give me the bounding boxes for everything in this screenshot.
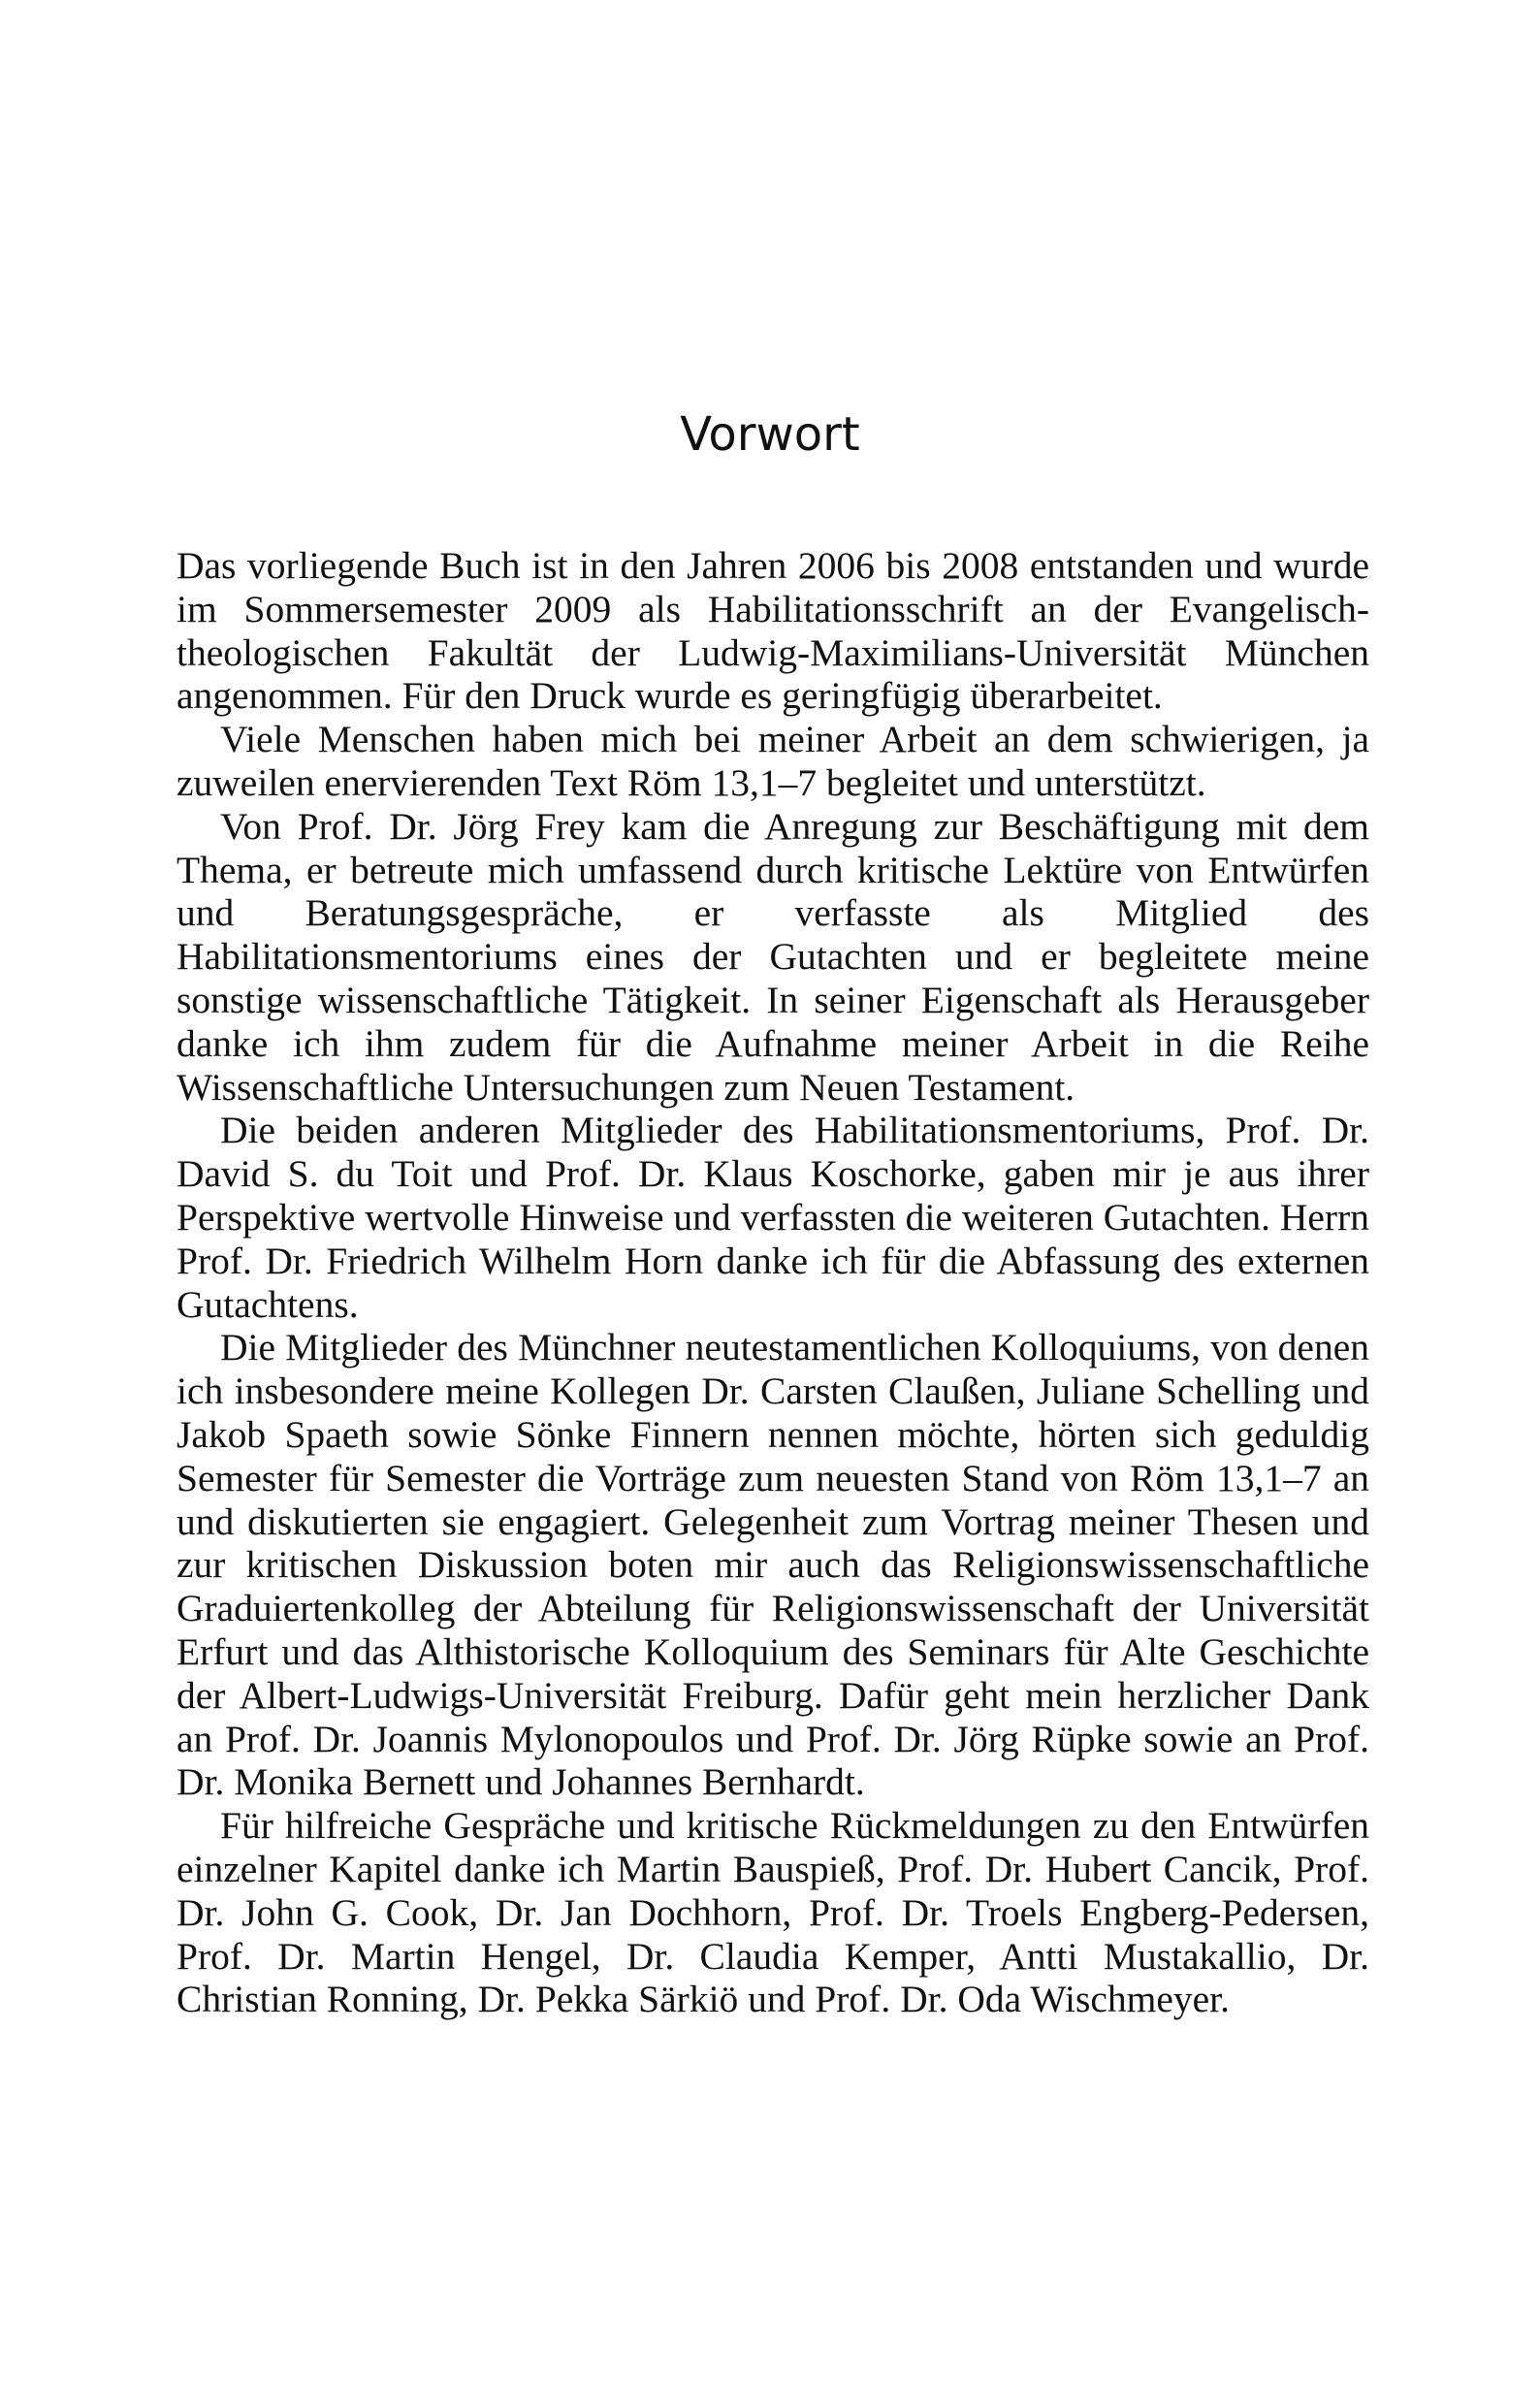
page-title: Vorwort [680,407,860,462]
paragraph-general-thanks: Viele Menschen haben mich bei meiner Arbeit an dem schwierigen, ja zuweilen enervierenden Text Röm 13,1–7 begleitet und unterstützt. [176,718,1369,804]
paragraph-thanks-colloquium: Die Mitglieder des Münchner neutestamentlichen Kolloquiums, von denen ich insbesondere meine Kollegen Dr. Carsten Claußen, Juliane Schelling und Jakob Spaeth sowie Sönke Finnern nennen möchte, hörten sich geduldig Semester für Semester die Vorträge zum neuesten Stand von Röm 13,1–7 an und diskutierten sie engagiert. Gelegenheit zum Vortrag meiner Thesen und zur kritischen Diskussion boten mir auch das Religionswissenschaftliche Graduiertenkolleg der Abteilung für Religionswissenschaft der Universität Erfurt und das Althistorische Kolloquium des Seminars für Alte Geschichte der Albert-Ludwigs-Universität Freiburg. Dafür geht mein herzlicher Dank an Prof. Dr. Joannis Mylonopoulos und Prof. Dr. Jörg Rüpke sowie an Prof. Dr. Monika Bernett und Johannes Bernhardt. [176,1326,1369,1804]
paragraph-thanks-mentors: Die beiden anderen Mitglieder des Habilitationsmentoriums, Prof. Dr. David S. du Toit und Prof. Dr. Klaus Koschorke, gaben mir je aus ihrer Perspektive wertvolle Hinweise und verfassten die weiteren Gutachten. Herrn Prof. Dr. Friedrich Wilhelm Horn danke ich für die Abfassung des externen Gutachtens. [176,1109,1369,1326]
paragraph-thanks-feedback: Für hilfreiche Gespräche und kritische Rückmeldungen zu den Entwürfen einzelner Kapitel danke ich Martin Bauspieß, Prof. Dr. Hubert Cancik, Prof. Dr. John G. Cook, Dr. Jan Dochhorn, Prof. Dr. Troels Engberg-Pedersen, Prof. Dr. Martin Hengel, Dr. Claudia Kemper, Antti Mustakallio, Dr. Christian Ronning, Dr. Pekka Särkiö und Prof. Dr. Oda Wischmeyer. [176,1804,1369,2021]
preface-body [176,544,1369,2021]
paragraph-thanks-frey: Von Prof. Dr. Jörg Frey kam die Anregung zur Beschäftigung mit dem Thema, er betreute mich umfassend durch kritische Lektüre von Entwürfen und Beratungsgespräche, er verfasste als Mitglied des Habilitationsmentoriums eines der Gutachten und er begleitete meine sonstige wissenschaftliche Tätigkeit. In seiner Eigenschaft als Herausgeber danke ich ihm zudem für die Aufnahme meiner Arbeit in die Reihe Wissenschaftliche Untersuchungen zum Neuen Testament. [176,804,1369,1109]
paragraph-publication-history: Das vorliegende Buch ist in den Jahren 2006 bis 2008 entstanden und wurde im Sommersemester 2009 als Habilitationsschrift an der Evangelisch-theologischen Fakultät der Ludwig-Maximilians-Universität München angenommen. Für den Druck wurde es geringfügig überarbeitet. [176,544,1369,718]
